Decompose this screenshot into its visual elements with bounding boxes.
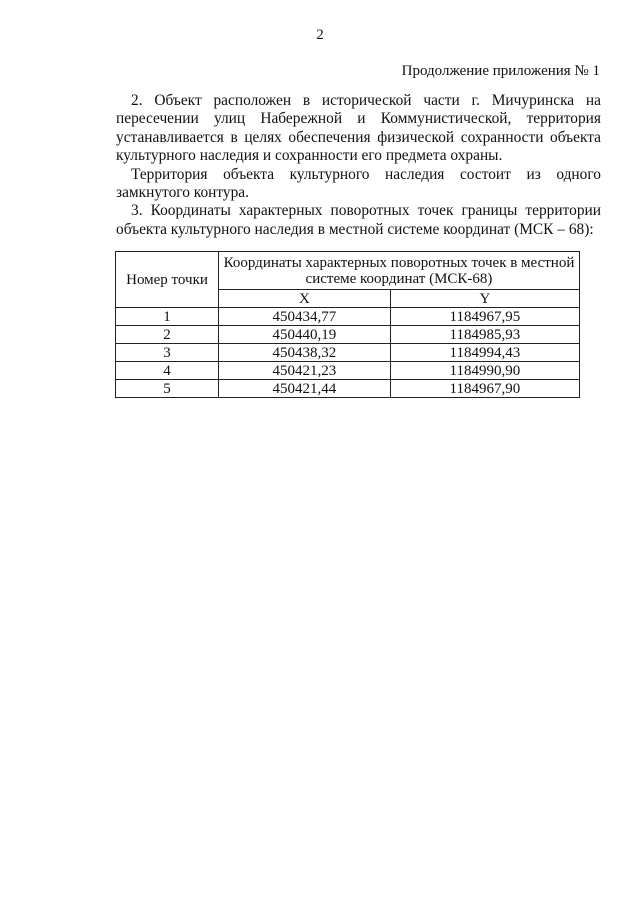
point-number-cell: 1 <box>116 308 219 326</box>
point-number-cell: 4 <box>116 362 219 380</box>
table-row <box>116 362 580 380</box>
y-coordinate-cell: 1184985,93 <box>390 326 579 344</box>
table-row <box>116 344 580 362</box>
header-y: Y <box>390 290 579 308</box>
point-number-cell: 2 <box>116 326 219 344</box>
y-coordinate-cell: 1184994,43 <box>390 344 579 362</box>
paragraph-coordinates-intro: 3. Координаты характерных поворотных точек границы территории объекта культурного наследия в местной системе координат (МСК – 68): <box>116 202 601 238</box>
x-coordinate-cell: 450438,32 <box>219 344 391 362</box>
point-number-cell: 3 <box>116 344 219 362</box>
y-coordinate-cell: 1184967,90 <box>390 380 579 398</box>
x-coordinate-cell: 450421,23 <box>219 362 391 380</box>
table-row <box>116 308 580 326</box>
header-coordinates: Координаты характерных поворотных точек в местной системе координат (МСК-68) <box>219 252 580 290</box>
header-point-number: Номер точки <box>116 252 219 308</box>
document-body <box>116 92 601 239</box>
table-header-row <box>116 252 580 290</box>
table-row <box>116 326 580 344</box>
x-coordinate-cell: 450440,19 <box>219 326 391 344</box>
coordinates-table <box>115 251 580 398</box>
y-coordinate-cell: 1184967,95 <box>390 308 579 326</box>
x-coordinate-cell: 450421,44 <box>219 380 391 398</box>
x-coordinate-cell: 450434,77 <box>219 308 391 326</box>
paragraph-location: 2. Объект расположен в исторической части г. Мичуринска на пересечении улиц Набережной и Коммунистической, территория устанавливается в целях обеспечения физической сохранности объекта культурного наследия и сохранности его предмета охраны. <box>116 92 601 165</box>
point-number-cell: 5 <box>116 380 219 398</box>
page-number: 2 <box>316 27 324 43</box>
header-x: X <box>219 290 391 308</box>
appendix-continuation-note: Продолжение приложения № 1 <box>401 63 600 79</box>
table-row <box>116 380 580 398</box>
paragraph-contour: Территория объекта культурного наследия состоит из одного замкнутого контура. <box>116 165 601 202</box>
y-coordinate-cell: 1184990,90 <box>390 362 579 380</box>
